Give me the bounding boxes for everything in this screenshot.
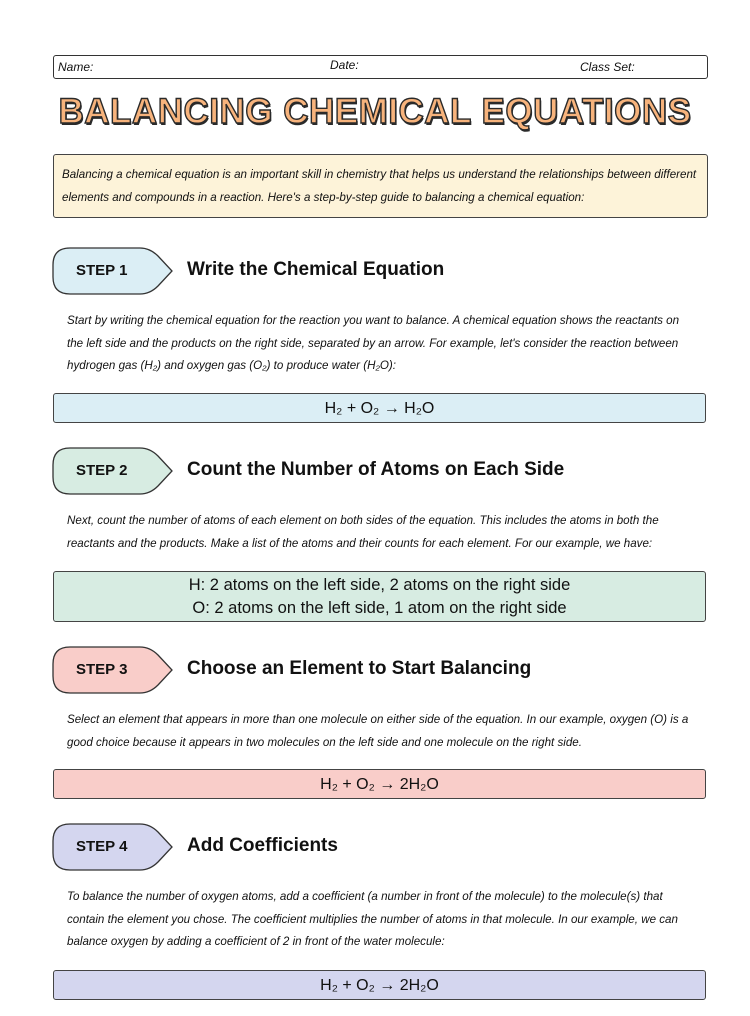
equation-line: H₂ + O₂ → 2H₂O xyxy=(320,776,439,793)
date-label: Date: xyxy=(330,58,359,72)
step-description: Select an element that appears in more than one molecule on either side of the equation. In our example, oxygen (O) is a good choice because it appears in two molecules on the left side and one molecule on the right side. xyxy=(67,713,689,749)
intro-box: Balancing a chemical equation is an important skill in chemistry that helps us understand the relationships between different elements and compounds in a reaction. Here's a step-by-step guide to balancing a chemical equation: xyxy=(53,154,708,218)
page-title: BALANCING CHEMICAL EQUATIONS xyxy=(58,92,692,131)
equation-box xyxy=(53,769,706,799)
equation-box xyxy=(53,393,706,423)
step-label: STEP 1 xyxy=(76,262,128,279)
step-badge xyxy=(52,247,174,295)
student-info-bar xyxy=(53,55,708,79)
step-heading: Choose an Element to Start Balancing xyxy=(187,658,532,679)
equation-line: H: 2 atoms on the left side, 2 atoms on the right side xyxy=(188,576,571,594)
name-label: Name: xyxy=(58,60,94,74)
step-badge xyxy=(52,447,174,495)
step-heading: Add Coefficients xyxy=(187,835,338,856)
step-label: STEP 4 xyxy=(76,838,128,855)
step-description: Start by writing the chemical equation for the reaction you want to balance. A chemical equation shows the reactants on the left side and the products on the right side, separated by an arrow. For example, let's consider the reaction between hydrogen gas (H₂) and oxygen gas (O₂) to produce water (H₂O): xyxy=(67,314,680,372)
equation-line: H₂ + O₂ → H₂O xyxy=(324,400,435,417)
equation-line: O: 2 atoms on the left side, 1 atom on the right side xyxy=(192,599,567,617)
equation-box xyxy=(53,571,706,622)
equation-line: H₂ + O₂ → 2H₂O xyxy=(320,977,439,994)
step-description: Next, count the number of atoms of each element on both sides of the equation. This includes the atoms in both the reactants and the products. Make a list of the atoms and their counts for each element. For our example, we have: xyxy=(67,514,659,550)
step-heading: Count the Number of Atoms on Each Side xyxy=(187,459,565,480)
step-description: To balance the number of oxygen atoms, add a coefficient (a number in front of the molecule) to the molecule(s) that contain the element you chose. The coefficient multiplies the number of atoms in that molecule. In our example, we can balance oxygen by adding a coefficient of 2 in front of the water molecule: xyxy=(67,890,678,948)
step-label: STEP 3 xyxy=(76,661,128,678)
step-heading: Write the Chemical Equation xyxy=(187,259,445,280)
step-badge xyxy=(52,646,174,694)
step-badge xyxy=(52,823,174,871)
class-set-label: Class Set: xyxy=(580,60,635,74)
step-label: STEP 2 xyxy=(76,462,128,479)
equation-box xyxy=(53,970,706,1000)
